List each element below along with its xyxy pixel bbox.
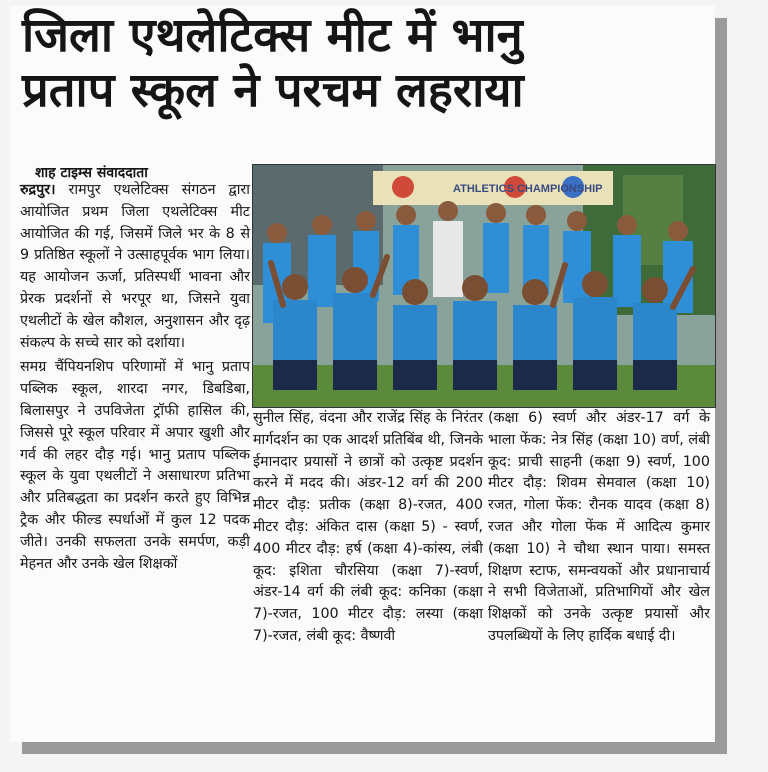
headline-line-2: प्रताप स्कूल ने परचम लहराया bbox=[22, 63, 524, 118]
team-photo bbox=[252, 164, 716, 408]
article-column-3 bbox=[488, 408, 710, 648]
article-paragraph: (कक्षा 6) स्वर्ण और अंडर-17 वर्ग के भाला फेंक: नेत्र सिंह (कक्षा 10) वर्ण, लंबी कूद: प्राची साहनी (कक्षा 9) स्वर्ण, 100 मीटर दौड़: शिवम सेमवाल (कक्षा 10) रजत, गोला फेंक: रौनक यादव (कक्षा 8) रजत और गोला फेंक में आदित्य कुमार (कक्षा 10) ने चौथा स्थान पाया। समस्त शिक्षण स्टाफ, समन्वयकों और प्रधानाचार्य ने सभी विजेताओं, प्रतिभागियों और खेल शिक्षकों को उनके उत्कृष्ट प्रयासों और उपलब्धियों के लिए हार्दिक बधाई दी। bbox=[488, 410, 710, 644]
banner-text: ATHLETICS CHAMPIONSHIP bbox=[453, 183, 603, 195]
headline bbox=[22, 8, 712, 118]
article-column-1 bbox=[20, 180, 250, 575]
dateline: रुद्रपुर। bbox=[20, 182, 56, 198]
newspaper-clipping bbox=[10, 6, 715, 742]
article-paragraph bbox=[20, 180, 250, 354]
paragraph-text: रामपुर एथलेटिक्स संगठन द्वारा आयोजित प्रथम जिला एथलेटिक्स मीट आयोजित की गई, जिसमें जिले भर के 8 से 9 प्रतिष्ठित स्कूलों ने उत्साहपूर्वक भाग लिया। यह आयोजन ऊर्जा, प्रतिस्पर्धी भावना और प्रेरक प्रदर्शनों से भरपूर था, जिसने युवा एथलीटों के खेल कौशल, अनुशासन और दृढ़ संकल्प के सच्चे सार को दर्शाया। bbox=[20, 182, 250, 351]
article-paragraph: सुनील सिंह, वंदना और राजेंद्र सिंह के निरंतर मार्गदर्शन का एक आदर्श प्रतिबिंब थी, जिनके ईमानदार प्रयासों ने छात्रों को उत्कृष्ट प्रदर्शन करने में मदद की। अंडर-12 वर्ग की 200 मीटर दौड़: प्रतीक (कक्षा 8)-रजत, 400 मीटर दौड़: अंकित दास (कक्षा 5) - स्वर्ण, 400 मीटर दौड़: हर्ष (कक्षा 4)-कांस्य, लंबी कूद: इशिता चौरसिया (कक्षा 7)-स्वर्ण, अंडर-14 वर्ग की लंबी कूद: कनिका (कक्षा 7)-रजत, 100 मीटर दौड़: लस्या (कक्षा 7)-रजत, लंबी कूद: वैष्णवी bbox=[253, 410, 483, 644]
article-column-2 bbox=[253, 408, 483, 648]
team-photo-illustration bbox=[253, 165, 715, 407]
headline-line-1: जिला एथलेटिक्स मीट में भानु bbox=[22, 8, 523, 63]
article-paragraph: समग्र चैंपियनशिप परिणामों में भानु प्रताप पब्लिक स्कूल, शारदा नगर, डिबडिबा, बिलासपुर ने उपविजेता ट्रॉफी हासिल की, जिससे पूरे स्कूल परिवार में अपार खुशी और गर्व की लहर दौड़ गई। भानु प्रताप पब्लिक स्कूल के युवा एथलीटों ने असाधारण प्रतिभा और प्रतिबद्धता का प्रदर्शन करते हुए विभिन्न ट्रैक और फील्ड स्पर्धाओं में कुल 12 पदक जीते। उनकी सफलता उनके समर्पण, कड़ी मेहनत और उनके खेल शिक्षकों bbox=[20, 359, 250, 572]
byline: शाह टाइम्स संवाददाता bbox=[35, 165, 148, 181]
